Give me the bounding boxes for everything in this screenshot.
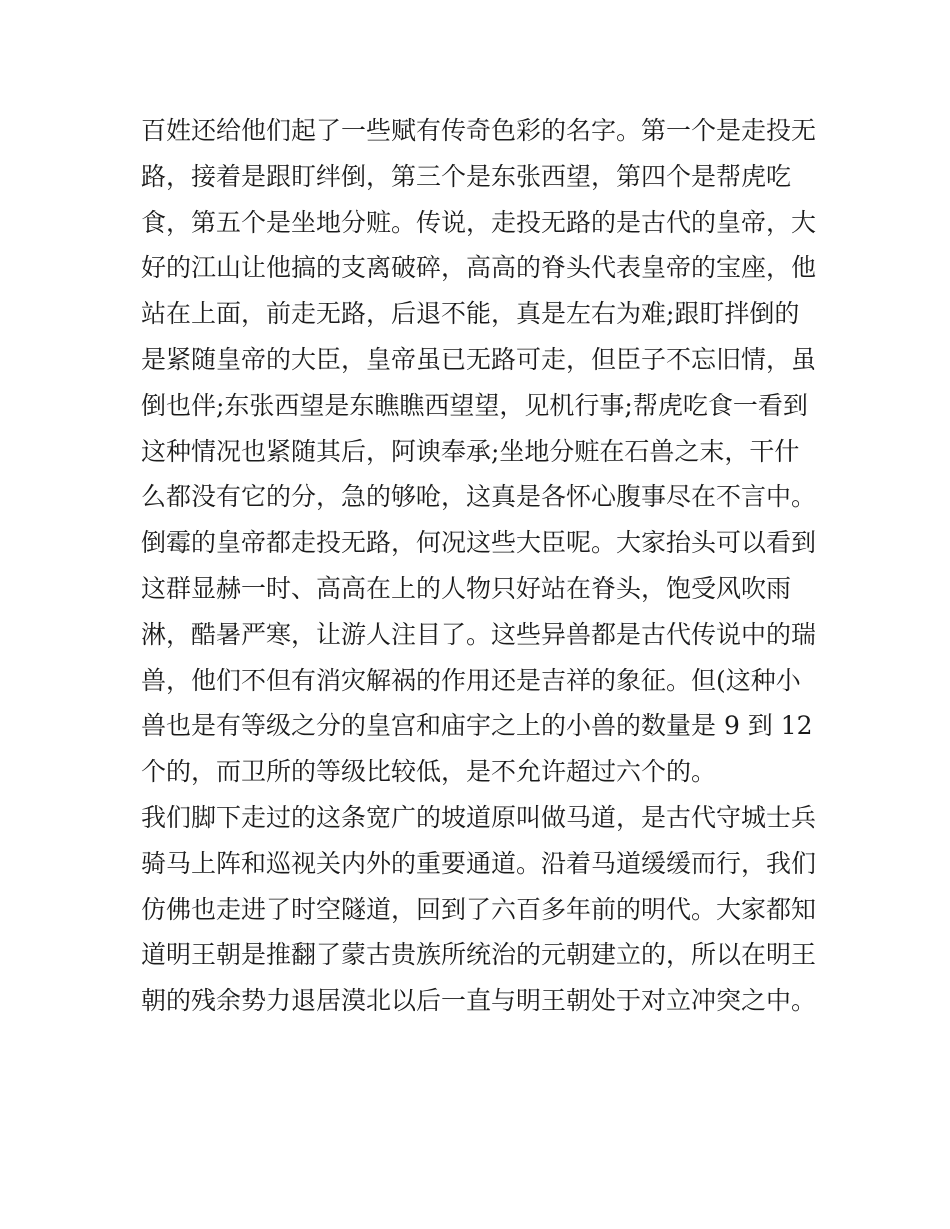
body-text	[141, 108, 821, 1024]
text-line: 倒也伴;东张西望是东瞧瞧西望望，见机行事;帮虎吃食一看到	[141, 390, 808, 420]
text-line: 朝的残余势力退居漠北以后一直与明王朝处于对立冲突之中。	[141, 986, 817, 1016]
text-line: 食，第五个是坐地分赃。传说，走投无路的是古代的皇帝，大	[141, 207, 817, 237]
text-line: 路，接着是跟盯绊倒，第三个是东张西望，第四个是帮虎吃	[141, 161, 792, 191]
text-line: 这种情况也紧随其后，阿谀奉承;坐地分赃在石兽之末，干什	[141, 436, 800, 466]
text-line: 这群显赫一时、高高在上的人物只好站在脊头，饱受风吹雨	[141, 573, 792, 603]
text-line: 淋，酷暑严寒，让游人注目了。这些异兽都是古代传说中的瑞	[141, 619, 817, 649]
text-line: 兽，他们不但有消灾解祸的作用还是吉祥的象征。但(这种小	[141, 665, 801, 695]
text-line: 道明王朝是推翻了蒙古贵族所统治的元朝建立的，所以在明王	[141, 940, 817, 970]
text-line: 我们脚下走过的这条宽广的坡道原叫做马道，是古代守城士兵	[141, 802, 817, 832]
text-line: 倒霉的皇帝都走投无路，何况这些大臣呢。大家抬头可以看到	[141, 528, 817, 558]
text-line: 仿佛也走进了时空隧道，回到了六百多年前的明代。大家都知	[141, 894, 817, 924]
text-line: 骑马上阵和巡视关内外的重要通道。沿着马道缓缓而行，我们	[141, 848, 817, 878]
text-line: 站在上面，前走无路，后退不能，真是左右为难;跟盯拌倒的	[141, 299, 800, 329]
text-line: 么都没有它的分，急的够呛，这真是各怀心腹事尽在不言中。	[141, 482, 817, 512]
text-line: 好的江山让他搞的支离破碎，高高的脊头代表皇帝的宝座，他	[141, 253, 817, 283]
text-line: 个的，而卫所的等级比较低，是不允许超过六个的。	[141, 757, 717, 787]
text-line: 兽也是有等级之分的皇宫和庙宇之上的小兽的数量是 9 到 12	[141, 711, 813, 741]
text-line: 是紧随皇帝的大臣，皇帝虽已无路可走，但臣子不忘旧情，虽	[141, 344, 817, 374]
text-line: 百姓还给他们起了一些赋有传奇色彩的名字。第一个是走投无	[141, 116, 817, 145]
